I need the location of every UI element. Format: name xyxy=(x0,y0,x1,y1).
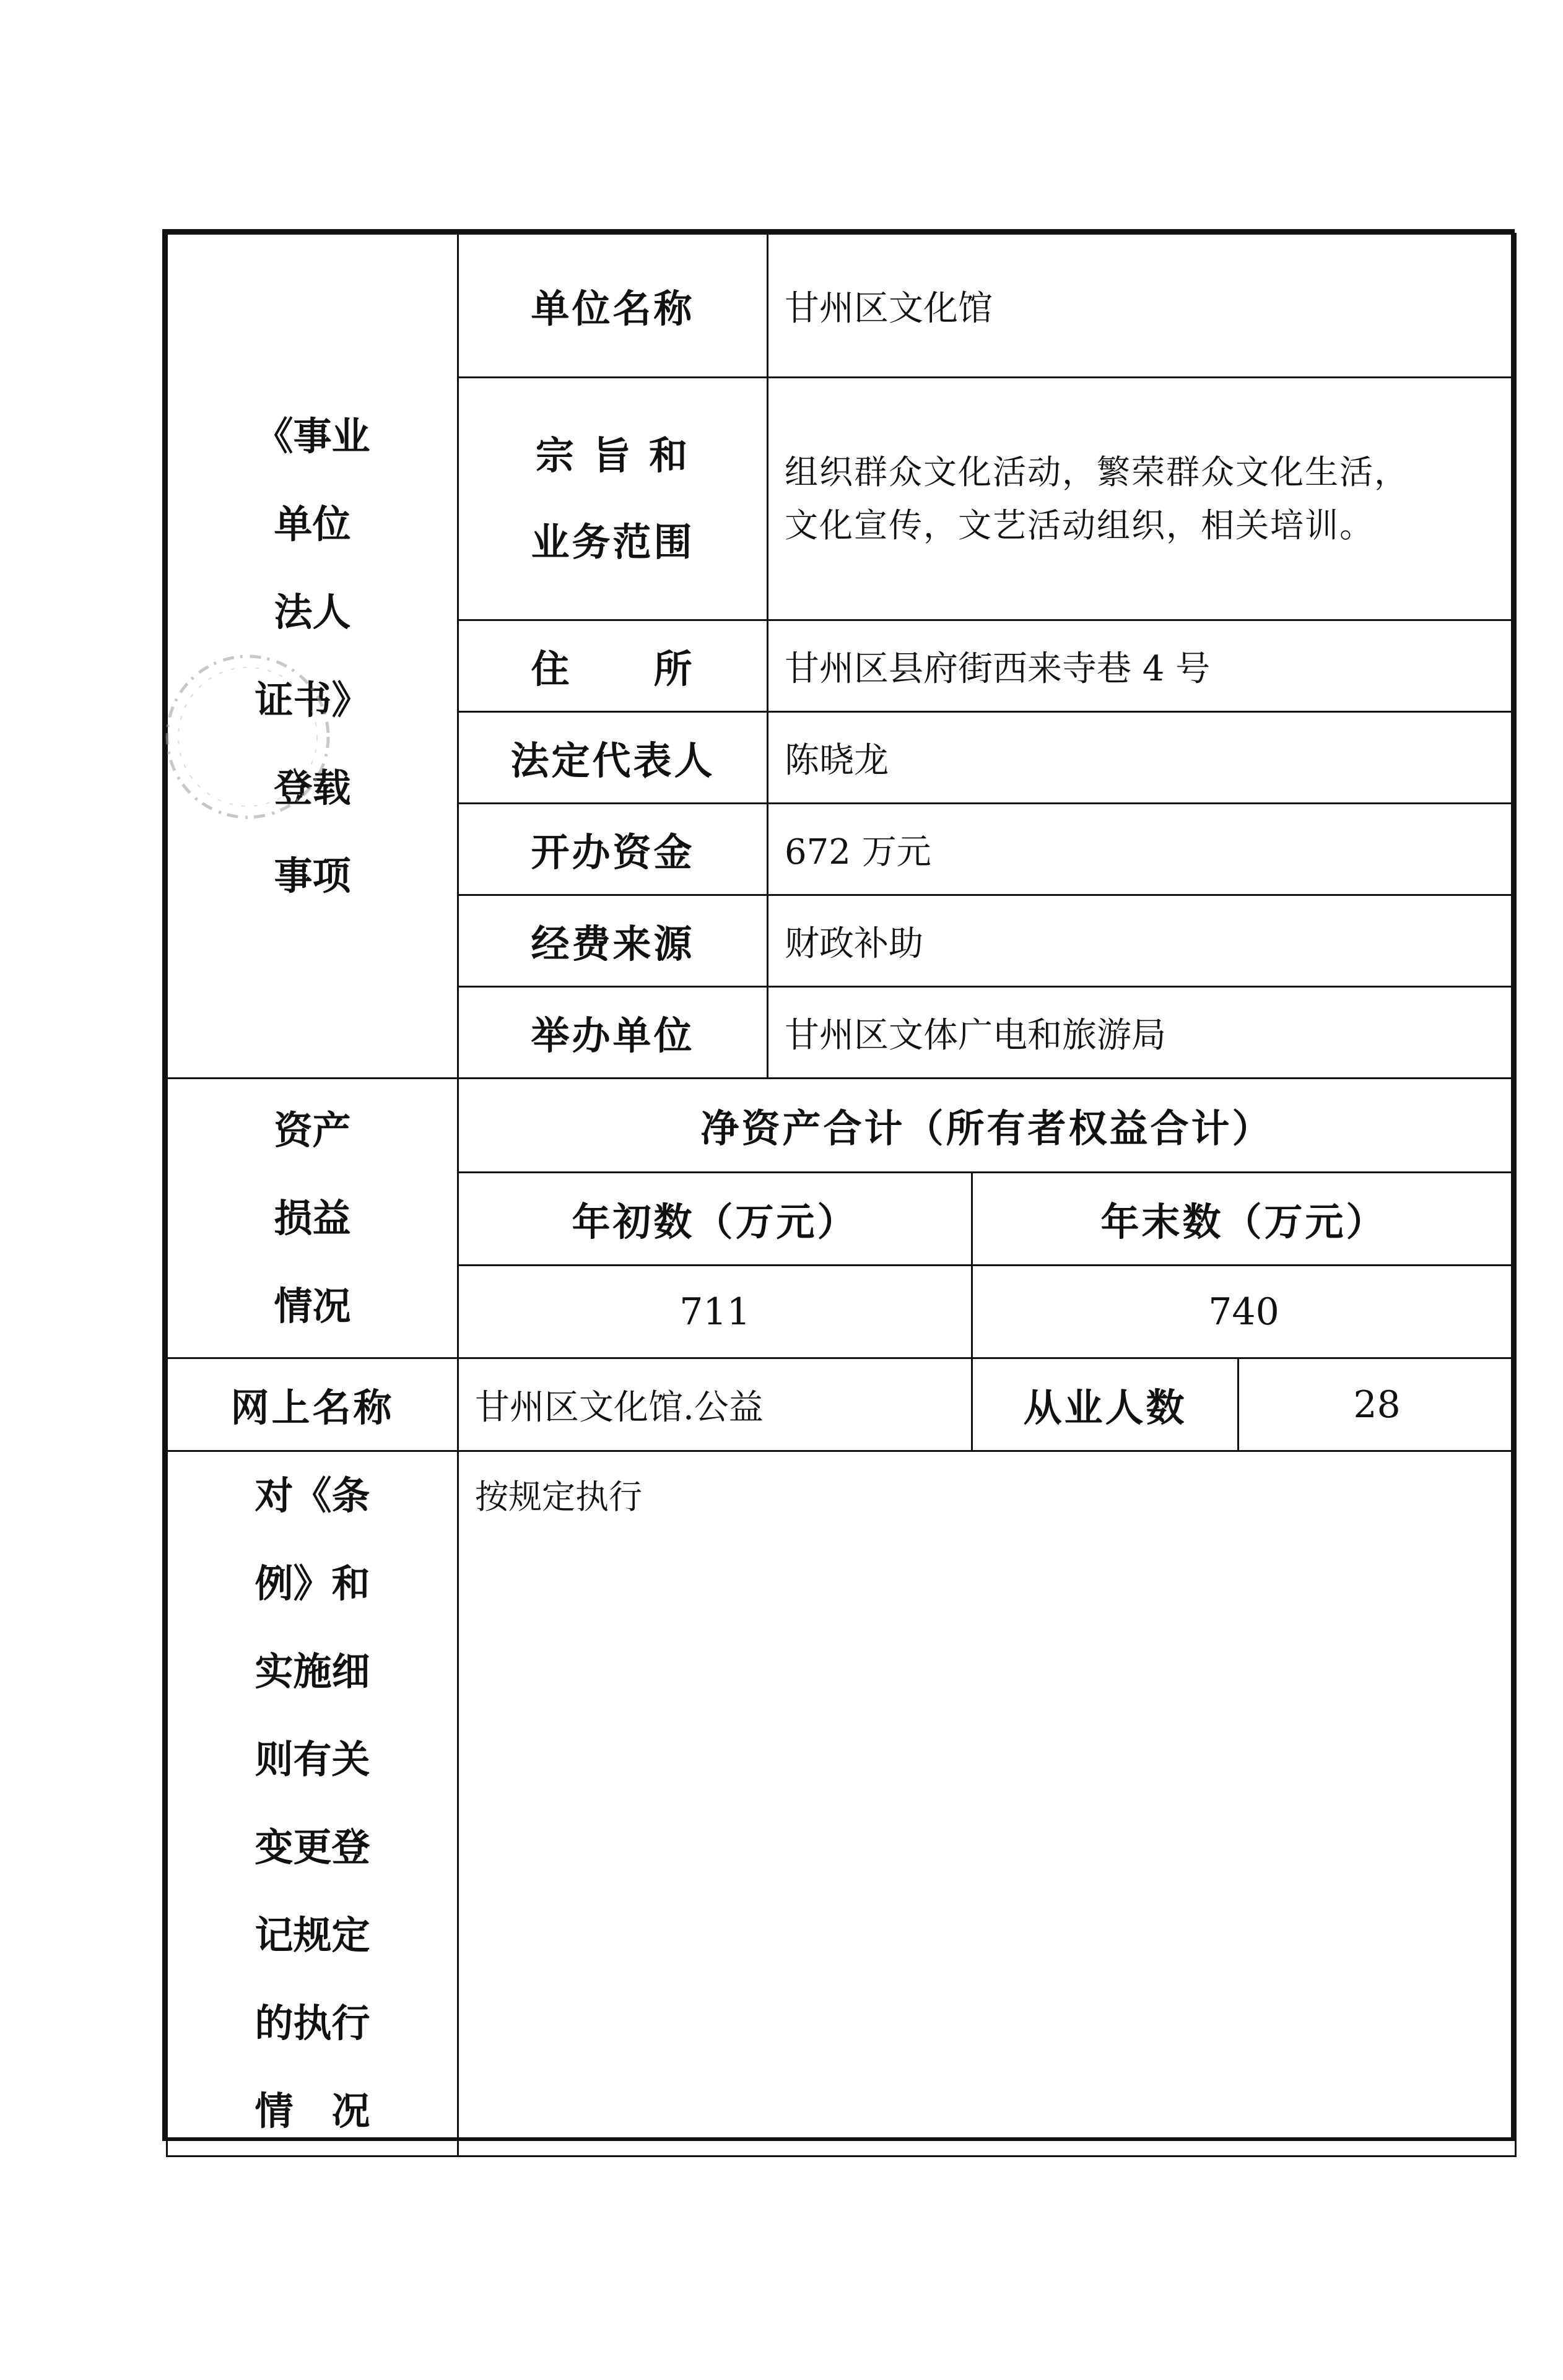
funding-label: 经费来源 xyxy=(458,895,768,987)
staff-count-value: 28 xyxy=(1239,1358,1516,1451)
side-line: 证书》 xyxy=(255,677,370,723)
end-of-year-label: 年末数（万元） xyxy=(972,1173,1516,1266)
legal-rep-label: 法定代表人 xyxy=(458,712,768,804)
unit-name-label: 单位名称 xyxy=(458,234,768,378)
start-of-year-label: 年初数（万元） xyxy=(458,1173,972,1266)
side-line: 登载 xyxy=(274,765,351,810)
side-line: 资产 xyxy=(274,1107,351,1153)
side-line: 对《条 xyxy=(255,1473,370,1518)
funding-value: 财政补助 xyxy=(768,895,1516,987)
net-assets-header: 净资产合计（所有者权益合计） xyxy=(458,1079,1516,1173)
online-name-value: 甘州区文化馆.公益 xyxy=(458,1358,972,1451)
staff-count-label: 从业人数 xyxy=(972,1358,1239,1451)
side-line: 情况 xyxy=(274,1283,351,1329)
legal-rep-value: 陈晓龙 xyxy=(768,712,1516,804)
side-line: 例》和 xyxy=(255,1561,370,1606)
purpose-value xyxy=(768,378,1516,620)
side-line: 《事业 xyxy=(255,413,370,459)
end-of-year-value: 740 xyxy=(972,1266,1516,1358)
side-line: 单位 xyxy=(274,501,351,547)
purpose-label-line: 业务范围 xyxy=(531,519,695,565)
side-line: 损益 xyxy=(274,1195,351,1241)
side-line: 事项 xyxy=(274,853,351,898)
side-line: 法人 xyxy=(274,589,351,635)
sponsor-label: 举办单位 xyxy=(458,987,768,1079)
form-table xyxy=(166,233,1517,2157)
side-line: 的执行 xyxy=(255,2000,370,2046)
compliance-value: 按规定执行 xyxy=(458,1451,1516,2156)
registration-side-label xyxy=(167,234,458,1079)
sponsor-value: 甘州区文体广电和旅游局 xyxy=(768,987,1516,1079)
side-line: 记规定 xyxy=(255,1913,370,1958)
side-line: 实施细 xyxy=(255,1649,370,1694)
online-name-label: 网上名称 xyxy=(167,1358,458,1451)
side-line: 变更登 xyxy=(255,1825,370,1870)
capital-value: 672 万元 xyxy=(768,804,1516,895)
purpose-value-line: 文化宣传，文艺活动组织，相关培训。 xyxy=(785,505,1374,545)
purpose-label xyxy=(458,378,768,620)
capital-label: 开办资金 xyxy=(458,804,768,895)
purpose-label-line: 宗 旨 和 xyxy=(535,432,690,478)
registration-form xyxy=(162,229,1515,2141)
purpose-value-line: 组织群众文化活动，繁荣群众文化生活， xyxy=(785,452,1409,492)
unit-name-value: 甘州区文化馆 xyxy=(768,234,1516,378)
start-of-year-value: 711 xyxy=(458,1266,972,1358)
address-value: 甘州区县府街西来寺巷 4 号 xyxy=(768,620,1516,712)
address-label: 住 所 xyxy=(458,620,768,712)
side-line: 情 况 xyxy=(255,2088,370,2134)
compliance-side-label xyxy=(167,1451,458,2156)
assets-side-label xyxy=(167,1079,458,1358)
side-line: 则有关 xyxy=(255,1737,370,1782)
